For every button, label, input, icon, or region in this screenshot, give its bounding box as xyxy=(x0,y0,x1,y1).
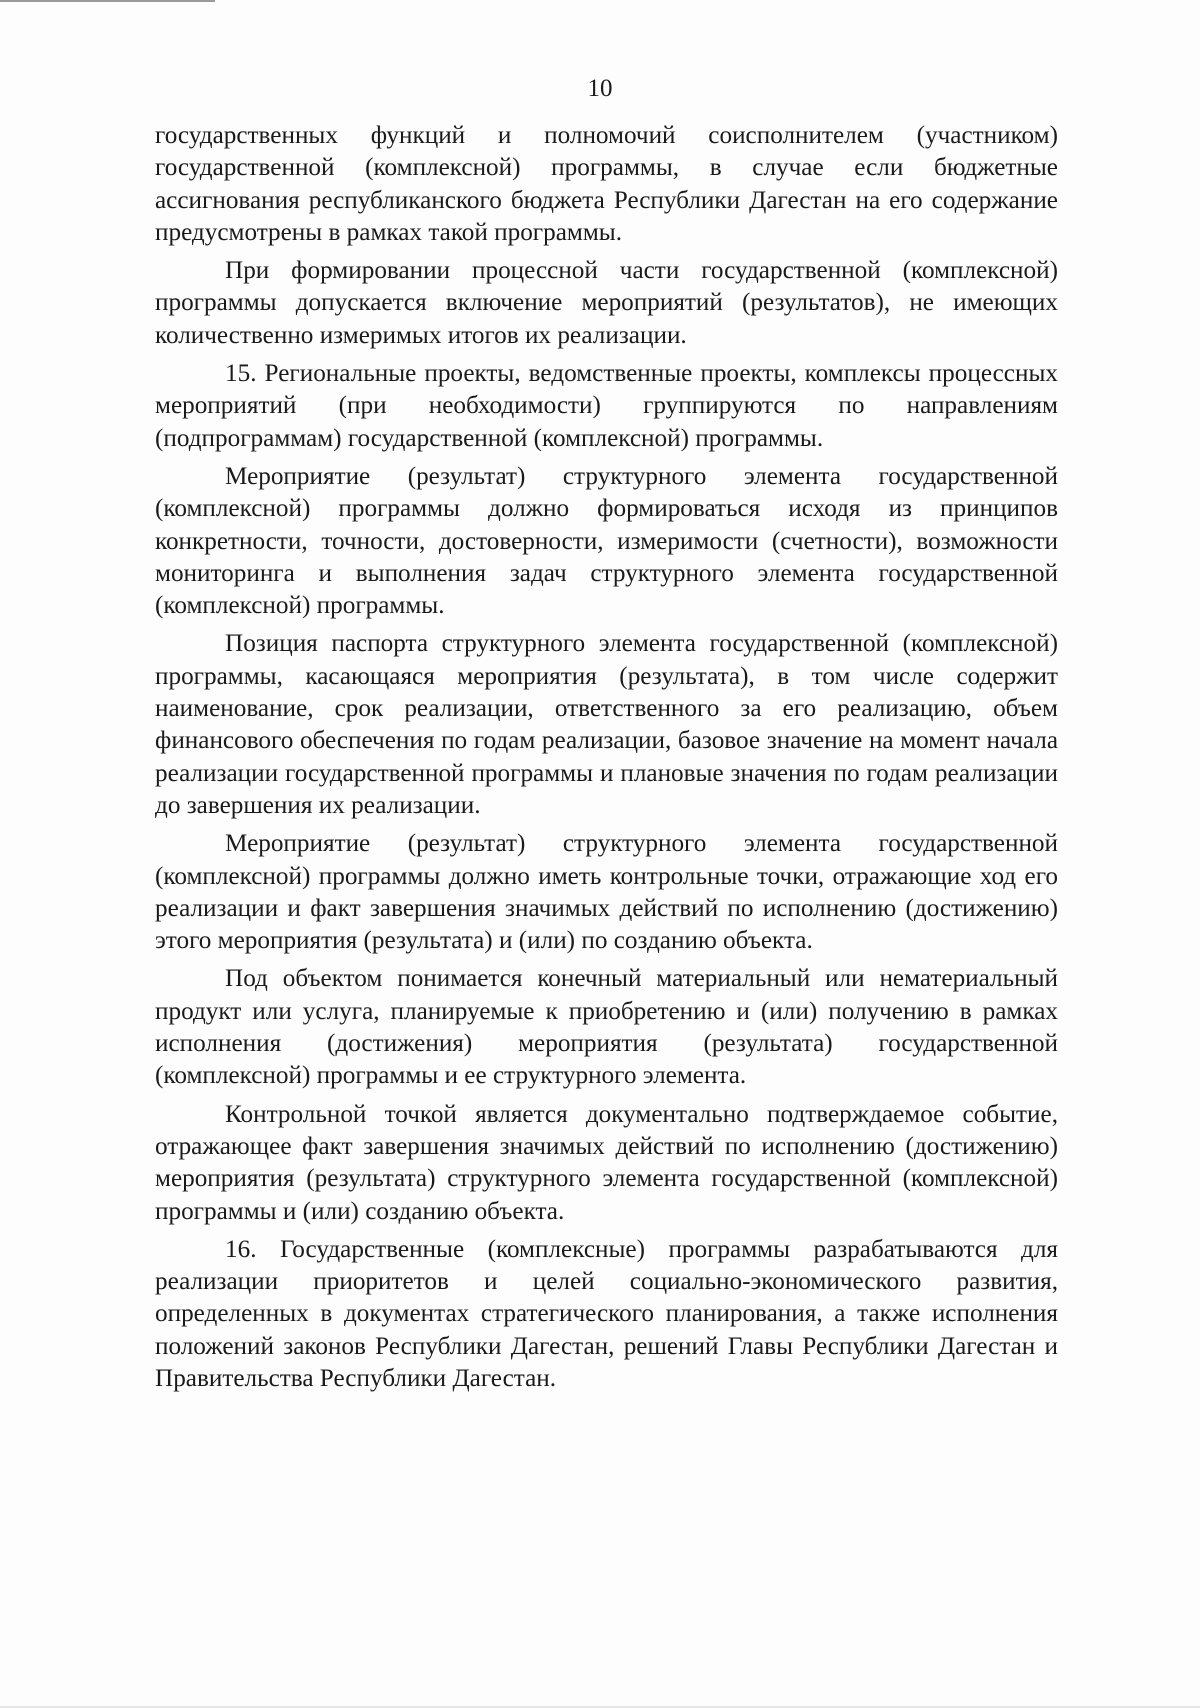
paragraph-measure-principles: Мероприятие (результат) структурного элемента государственной (комплексной) программы должно формироваться исходя из принципов конкретности, точности, достоверности, измеримости (счетности), возможности мониторинга и выполнения задач структурного элемента государственной (комплексной) программы. xyxy=(155,462,1058,620)
paragraph-passport-position: Позиция паспорта структурного элемента государственной (комплексной) программы, касающаяся мероприятия (результата), в том числе содержит наименование, срок реализации, ответственного за его реализацию, объем финансового обеспечения по годам реализации, базовое значение на момент начала реализации государственной программы и плановые значения по годам реализации до завершения их реализации. xyxy=(155,630,1058,819)
paragraph-control-point-definition: Контрольной точкой является документально подтверждаемое событие, отражающее факт завершения значимых действий по исполнению (достижению) мероприятия (результата) структурного элемента государственной (комплексной) программы и (или) созданию объекта. xyxy=(155,1100,1058,1225)
paragraph-16: 16. Государственные (комплексные) программы разрабатываются для реализации приоритетов и целей социально-экономического развития, определенных в документах стратегического планирования, а также исполнения положений законов Республики Дагестан, решений Главы Республики Дагестан и Правительства Республики Дагестан. xyxy=(155,1235,1058,1392)
paragraph-processing-part: При формировании процессной части государственной (комплексной) программы допускается включение мероприятий (результатов), не имеющих количественно измеримых итогов их реализации. xyxy=(155,257,1058,349)
paragraph-control-points: Мероприятие (результат) структурного элемента государственной (комплексной) программы должно иметь контрольные точки, отражающие ход его реализации и факт завершения значимых действий по исполнению (достижению) этого мероприятия (результата) и (или) по созданию объекта. xyxy=(155,830,1058,955)
scan-edge-top xyxy=(0,0,215,2)
paragraph-15: 15. Региональные проекты, ведомственные проекты, комплексы процессных мероприятий (при необходимости) группируются по направлениям (подпрограммам) государственной (комплексной) программы. xyxy=(155,360,1058,452)
page-number: 10 xyxy=(587,75,613,102)
document-body xyxy=(155,120,1058,1401)
paragraph-object-definition: Под объектом понимается конечный материальный или нематериальный продукт или услуга, планируемые к приобретению и (или) получению в рамках исполнения (достижения) мероприятия (результата) государственной (комплексной) программы и ее структурного элемента. xyxy=(155,965,1058,1090)
paragraph-continuation: государственных функций и полномочий соисполнителем (участником) государственной (комплексной) программы, в случае если бюджетные ассигнования республиканского бюджета Республики Дагестан на его содержание предусмотрены в рамках такой программы. xyxy=(155,122,1058,246)
